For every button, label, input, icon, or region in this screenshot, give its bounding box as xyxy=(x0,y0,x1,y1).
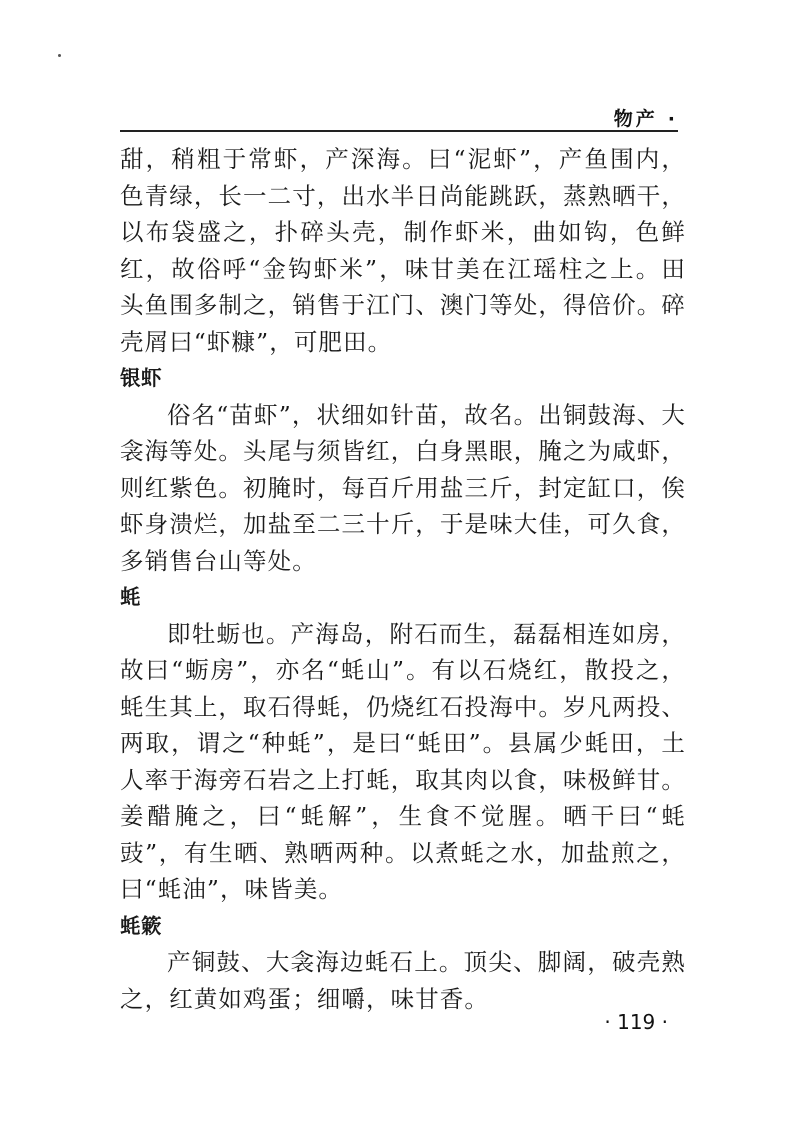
section-heading-silver-shrimp: 银虾 xyxy=(120,366,162,390)
running-head-dot: · xyxy=(667,108,678,130)
page-number: · 119 · xyxy=(604,1010,668,1034)
scan-speck xyxy=(58,54,61,57)
section-heading-oyster: 蚝 xyxy=(120,585,141,609)
section-heading-oyster-shell: 蚝簌 xyxy=(120,913,162,938)
page-body xyxy=(120,141,686,1017)
running-head xyxy=(614,104,678,131)
running-head-title: 物产 xyxy=(613,108,658,130)
section-text-silver-shrimp: 俗名“苗虾”，状细如针苗，故名。出铜鼓海、大衾海等处。头尾与须皆红，白身黑眼，腌之为咸虾，则红紫色。初腌时，每百斤用盐三斤，封定缸口，俟虾身溃烂，加盐至二三十斤，于是味大佳，可久食，多销售台山等处。 xyxy=(120,400,686,575)
continuation-paragraph: 甜，稍粗于常虾，产深海。曰“泥虾”，产鱼围内，色青绿，长一二寸，出水半日尚能跳跃，蒸熟晒干，以布袋盛之，扑碎头壳，制作虾米，曲如钩，色鲜红，故俗呼“金钩虾米”，味甘美在江瑶柱之上。田头鱼围多制之，销售于江门、澳门等处，得倍价。碎壳屑曰“虾糠”，可肥田。 xyxy=(120,145,686,356)
section-text-oyster: 即牡蛎也。产海岛，附石而生，磊磊相连如房，故曰“蛎房”，亦名“蚝山”。有以石烧红，散投之，蚝生其上，取石得蚝，仍烧红石投海中。岁凡两投、两取，谓之“种蚝”，是曰“蚝田”。县属少蚝田，土人率于海旁石岩之上打蚝，取其肉以食，味极鲜甘。姜醋腌之，曰“蚝解”，生食不觉腥。晒干曰“蚝豉”，有生晒、熟晒两种。以煮蚝之水，加盐煎之，曰“蚝油”，味皆美。 xyxy=(120,619,686,903)
header-rule xyxy=(120,130,678,132)
section-text-oyster-shell: 产铜鼓、大衾海边蚝石上。顶尖、脚阔，破壳熟之，红黄如鸡蛋；细嚼，味甘香。 xyxy=(120,948,686,1013)
